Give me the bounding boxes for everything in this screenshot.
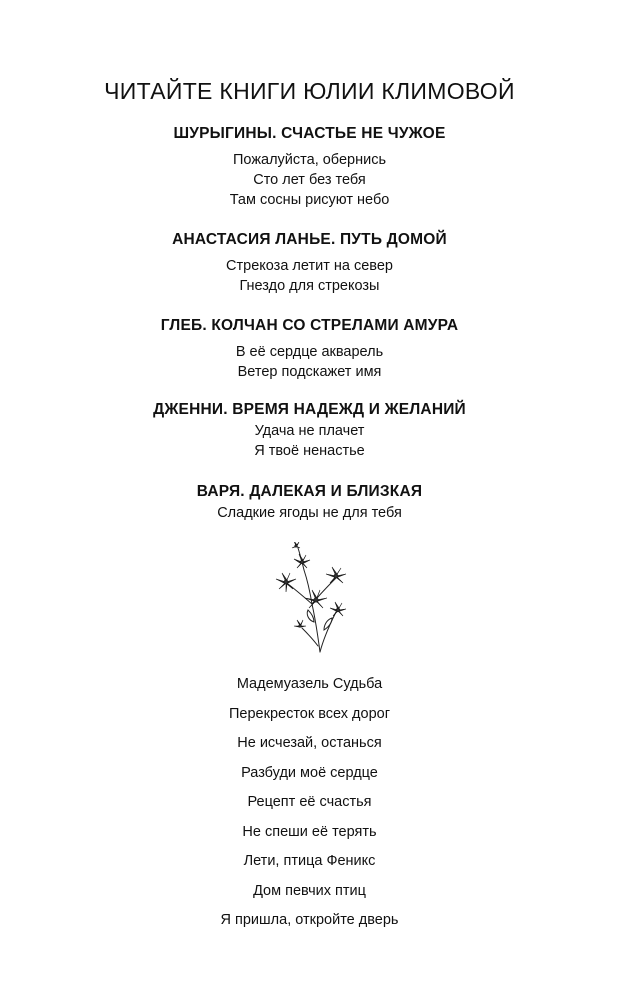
- book-title: Стрекоза летит на север: [226, 258, 393, 274]
- series-title: АНАСТАСИЯ ЛАНЬЕ. ПУТЬ ДОМОЙ: [172, 231, 447, 248]
- book-title: Мадемуазель Судьба: [236, 676, 383, 692]
- book-title: Не исчезай, останься: [237, 735, 382, 751]
- book-title: Удача не плачет: [254, 423, 365, 439]
- standalone-books-list: [0, 670, 619, 936]
- series-varya: [0, 482, 619, 523]
- book-title: Рецепт её счастья: [247, 794, 372, 810]
- book-title: Лети, птица Феникс: [243, 853, 376, 869]
- series-gleb: [0, 316, 619, 382]
- series-jenny: [0, 400, 619, 461]
- book-title: Разбуди моё сердце: [241, 764, 378, 781]
- book-title: Я твоё ненастье: [254, 443, 365, 459]
- series-anastasia-lanye: [0, 230, 619, 296]
- book-title: Гнездо для стрекозы: [239, 278, 380, 294]
- series-title: ШУРЫГИНЫ. СЧАСТЬЕ НЕ ЧУЖОЕ: [173, 125, 446, 142]
- series-title: ДЖЕННИ. ВРЕМЯ НАДЕЖД И ЖЕЛАНИЙ: [153, 401, 466, 418]
- book-title: Пожалуйста, обернись: [233, 152, 386, 168]
- page-title: ЧИТАЙТЕ КНИГИ ЮЛИИ КЛИМОВОЙ: [104, 78, 515, 104]
- book-title: Ветер подскажет имя: [237, 364, 382, 380]
- book-title: Сто лет без тебя: [253, 172, 366, 188]
- book-title: Сладкие ягоды не для тебя: [217, 505, 402, 521]
- book-title: Перекресток всех дорог: [228, 705, 390, 722]
- book-title: Я пришла, откройте дверь: [220, 912, 399, 928]
- book-title: Там сосны рисуют небо: [229, 192, 390, 208]
- book-title: В её сердце акварель: [235, 344, 384, 360]
- series-shurygins: [0, 124, 619, 210]
- flower-ornament-icon: [262, 542, 362, 654]
- series-title: ВАРЯ. ДАЛЕКАЯ И БЛИЗКАЯ: [196, 483, 423, 500]
- book-title: Дом певчих птиц: [253, 882, 366, 899]
- series-title: ГЛЕБ. КОЛЧАН СО СТРЕЛАМИ АМУРА: [160, 317, 459, 334]
- book-title: Не спеши её терять: [242, 823, 377, 840]
